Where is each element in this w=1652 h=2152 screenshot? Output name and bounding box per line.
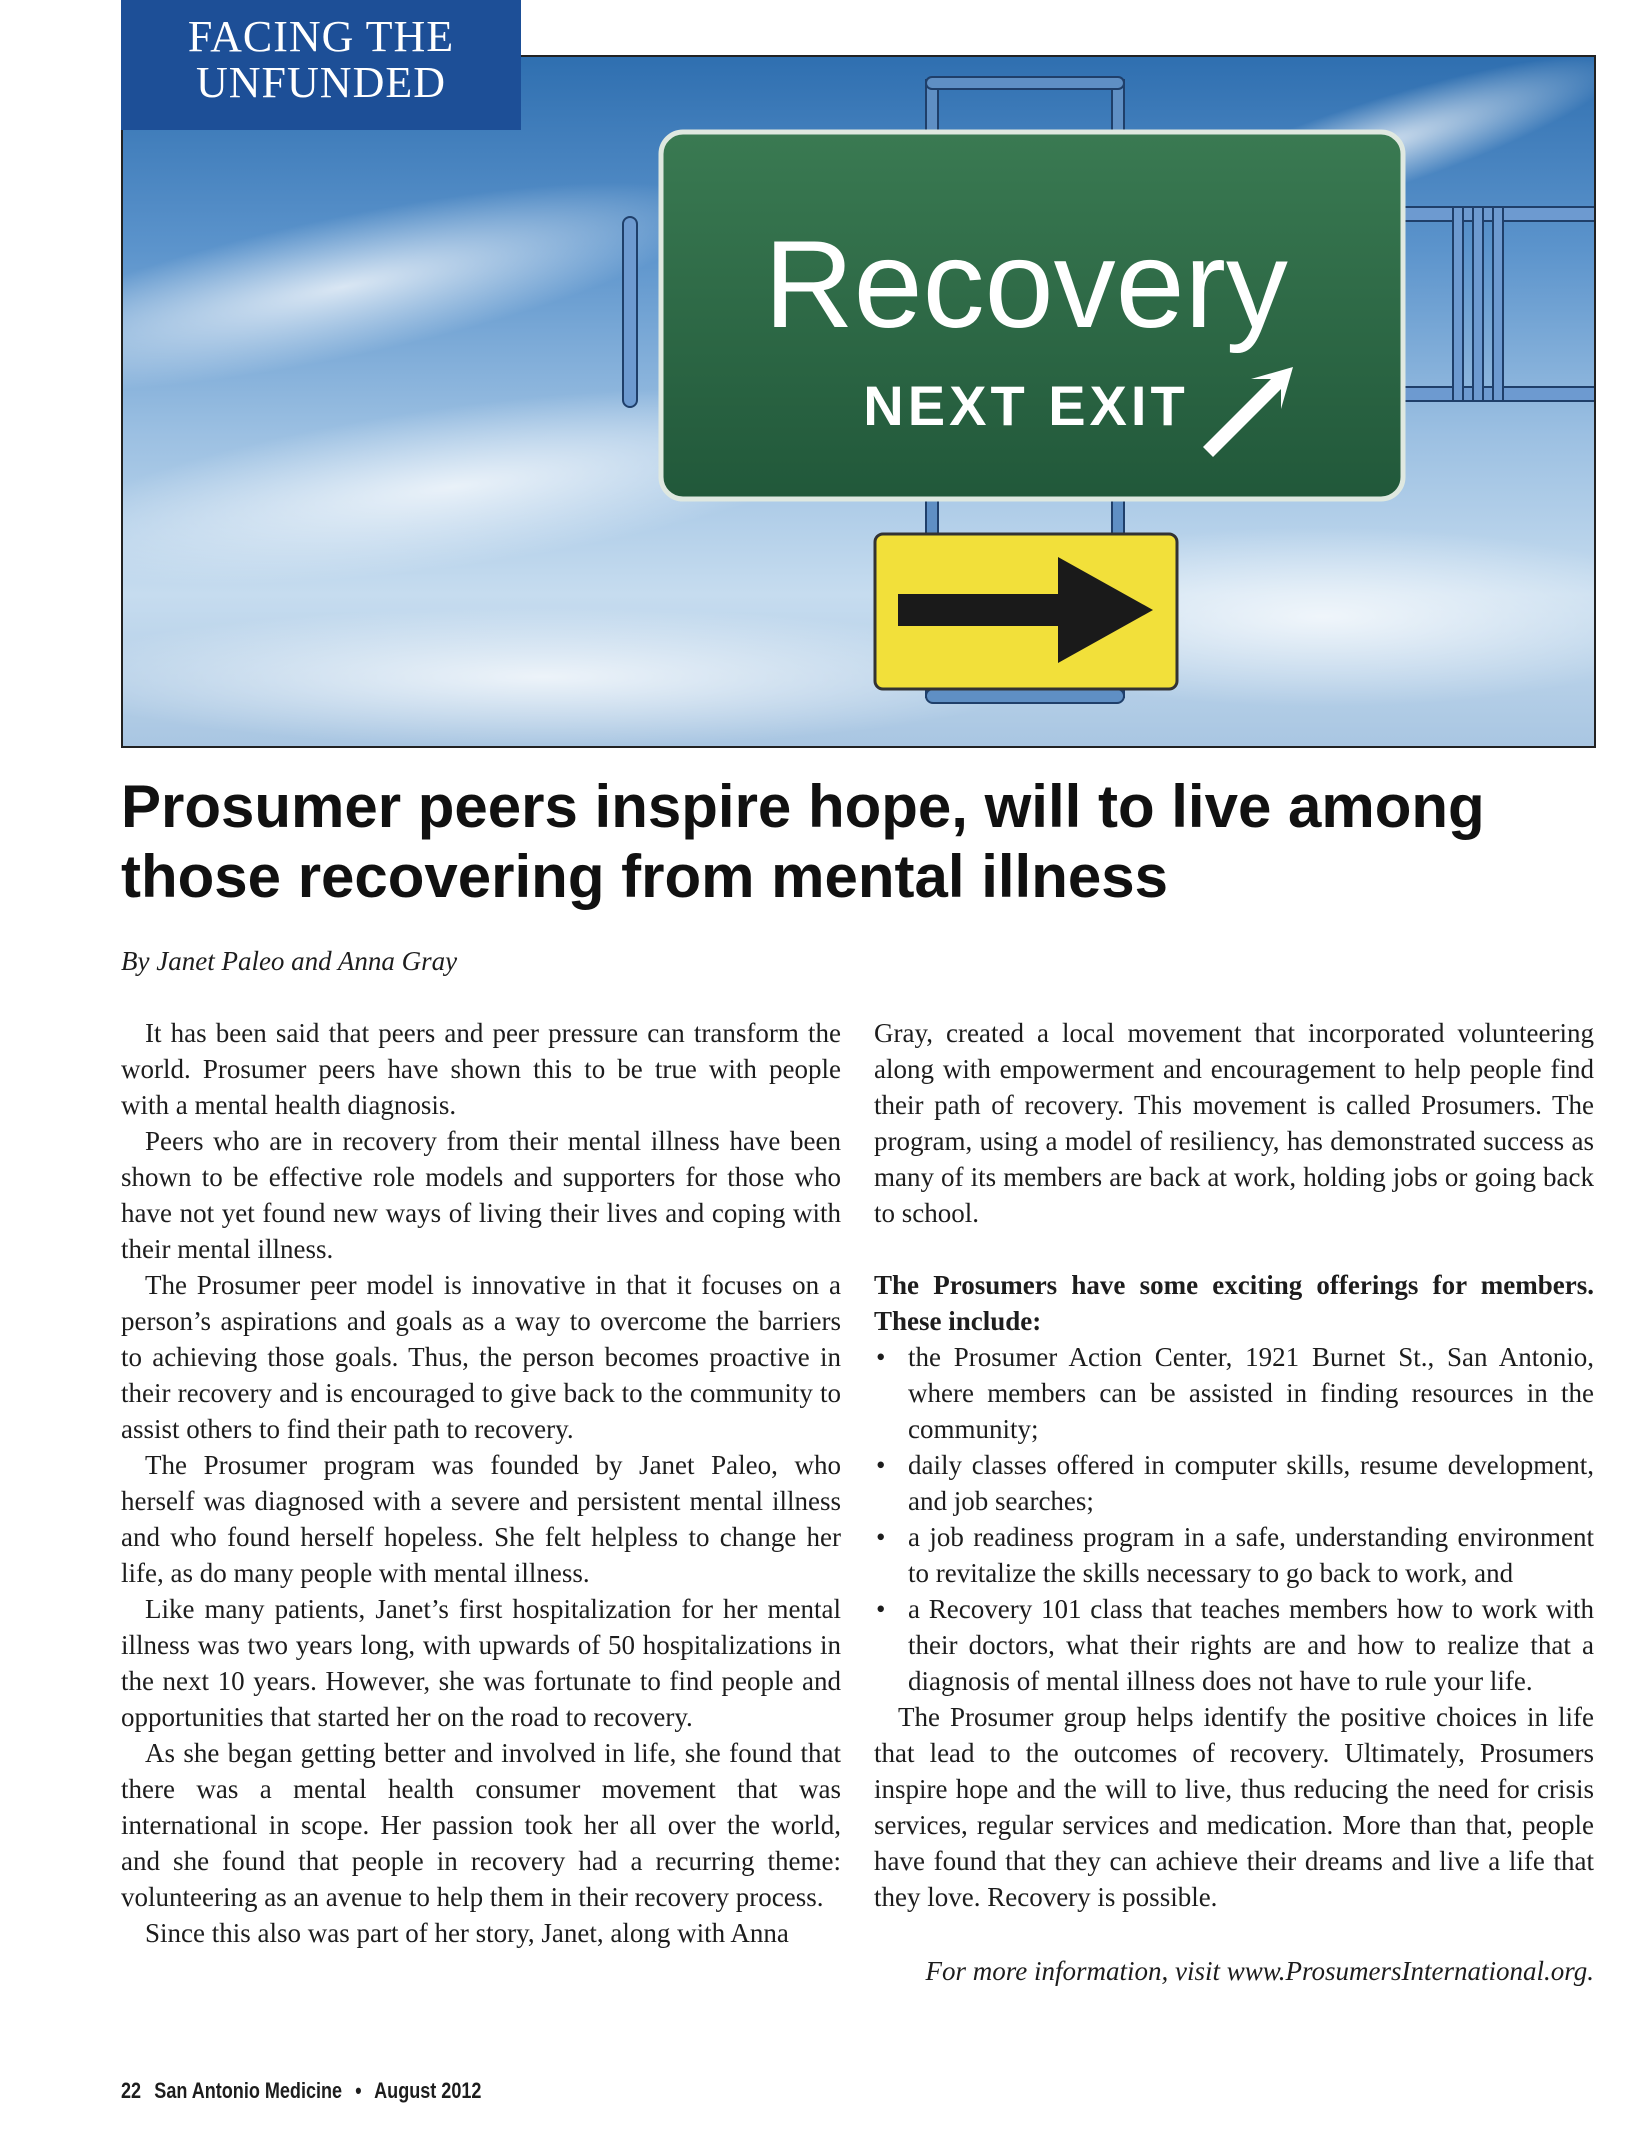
paragraph: As she began getting better and involved in life, she found that there was a mental health consumer movement that was international in scope. Her passion took her all over the world, and she found that people in recovery had a recurring theme: volunteering as an avenue to help them in their recovery process. [121, 1738, 841, 1912]
publication-name: San Antonio Medicine [154, 2078, 343, 2103]
list-item: • daily classes offered in computer skills, resume development, and job searches; [874, 1447, 1594, 1519]
issue-date: August 2012 [374, 2078, 482, 2103]
list-item: • the Prosumer Action Center, 1921 Burnet St., San Antonio, where members can be assisted in finding resources in the community; [874, 1339, 1594, 1447]
footer-separator: • [355, 2078, 362, 2103]
article-headline: Prosumer peers inspire hope, will to live among those recovering from mental illness [121, 773, 1485, 910]
paragraph: Gray, created a local movement that incorporated volunteering along with empowerment and encouragement to help people find their path of recovery. This movement is called Prosumers. The program, using a model of resiliency, has demonstrated success as many of its members are back at work, holding jobs or going back to school. [874, 1018, 1594, 1228]
paragraph: The Prosumer group helps identify the positive choices in life that lead to the outcomes of recovery. Ultimately, Prosumers inspire hope and the will to live, thus reducing the need for crisis services, regular services and medication. More than that, people have found that they can achieve their dreams and live a life that they love. Recovery is possible. [874, 1702, 1594, 1912]
byline: By Janet Paleo and Anna Gray [121, 946, 458, 976]
page-footer [121, 2078, 490, 2104]
hero-photo [121, 55, 1596, 748]
paragraph: It has been said that peers and peer pressure can transform the world. Prosumer peers have shown this to be true with people with a mental health diagnosis. [121, 1018, 841, 1120]
list-item: • a job readiness program in a safe, understanding environment to revitalize the skills necessary to go back to work, and [874, 1519, 1594, 1591]
right-column [874, 1015, 1594, 1989]
page-number: 22 [121, 2078, 142, 2103]
paragraph: The Prosumer program was founded by Janet Paleo, who herself was diagnosed with a severe and persistent mental illness and who found herself hopeless. She felt helpless to change her life, as do many people with mental illness. [121, 1450, 841, 1588]
more-info-line: For more information, visit www.ProsumersInternational.org. [925, 1956, 1594, 1986]
paragraph: Peers who are in recovery from their mental illness have been shown to be effective role models and supporters for those who have not yet found new ways of living their lives and coping with their mental illness. [121, 1126, 841, 1264]
road-sign-illustration [123, 57, 1596, 748]
sign-subtitle: NEXT EXIT [863, 374, 1189, 437]
list-item: • a Recovery 101 class that teaches members how to work with their doctors, what their rights are and how to realize that a diagnosis of mental illness does not have to rule your life. [874, 1591, 1594, 1699]
offers-list [874, 1339, 1594, 1699]
paragraph: Like many patients, Janet’s first hospitalization for her mental illness was two years long, with upwards of 50 hospitalizations in the next 10 years. However, she was fortunate to find people and opportunities that started her on the road to recovery. [121, 1594, 841, 1732]
section-label-line: UNFUNDED [196, 58, 446, 107]
section-label-line: FACING THE [187, 12, 455, 61]
left-column [121, 1015, 841, 1951]
paragraph: The Prosumer peer model is innovative in that it focuses on a person’s aspirations and goals as a way to overcome the barriers to achieving those goals. Thus, the person becomes proactive in their recovery and is encouraged to give back to the community to assist others to find their path to recovery. [121, 1270, 841, 1444]
offers-heading: The Prosumers have some exciting offerings for members. These include: [874, 1270, 1594, 1336]
paragraph: Since this also was part of her story, Janet, along with Anna [145, 1918, 789, 1948]
section-label [121, 0, 521, 130]
sign-title: Recovery [764, 216, 1288, 354]
